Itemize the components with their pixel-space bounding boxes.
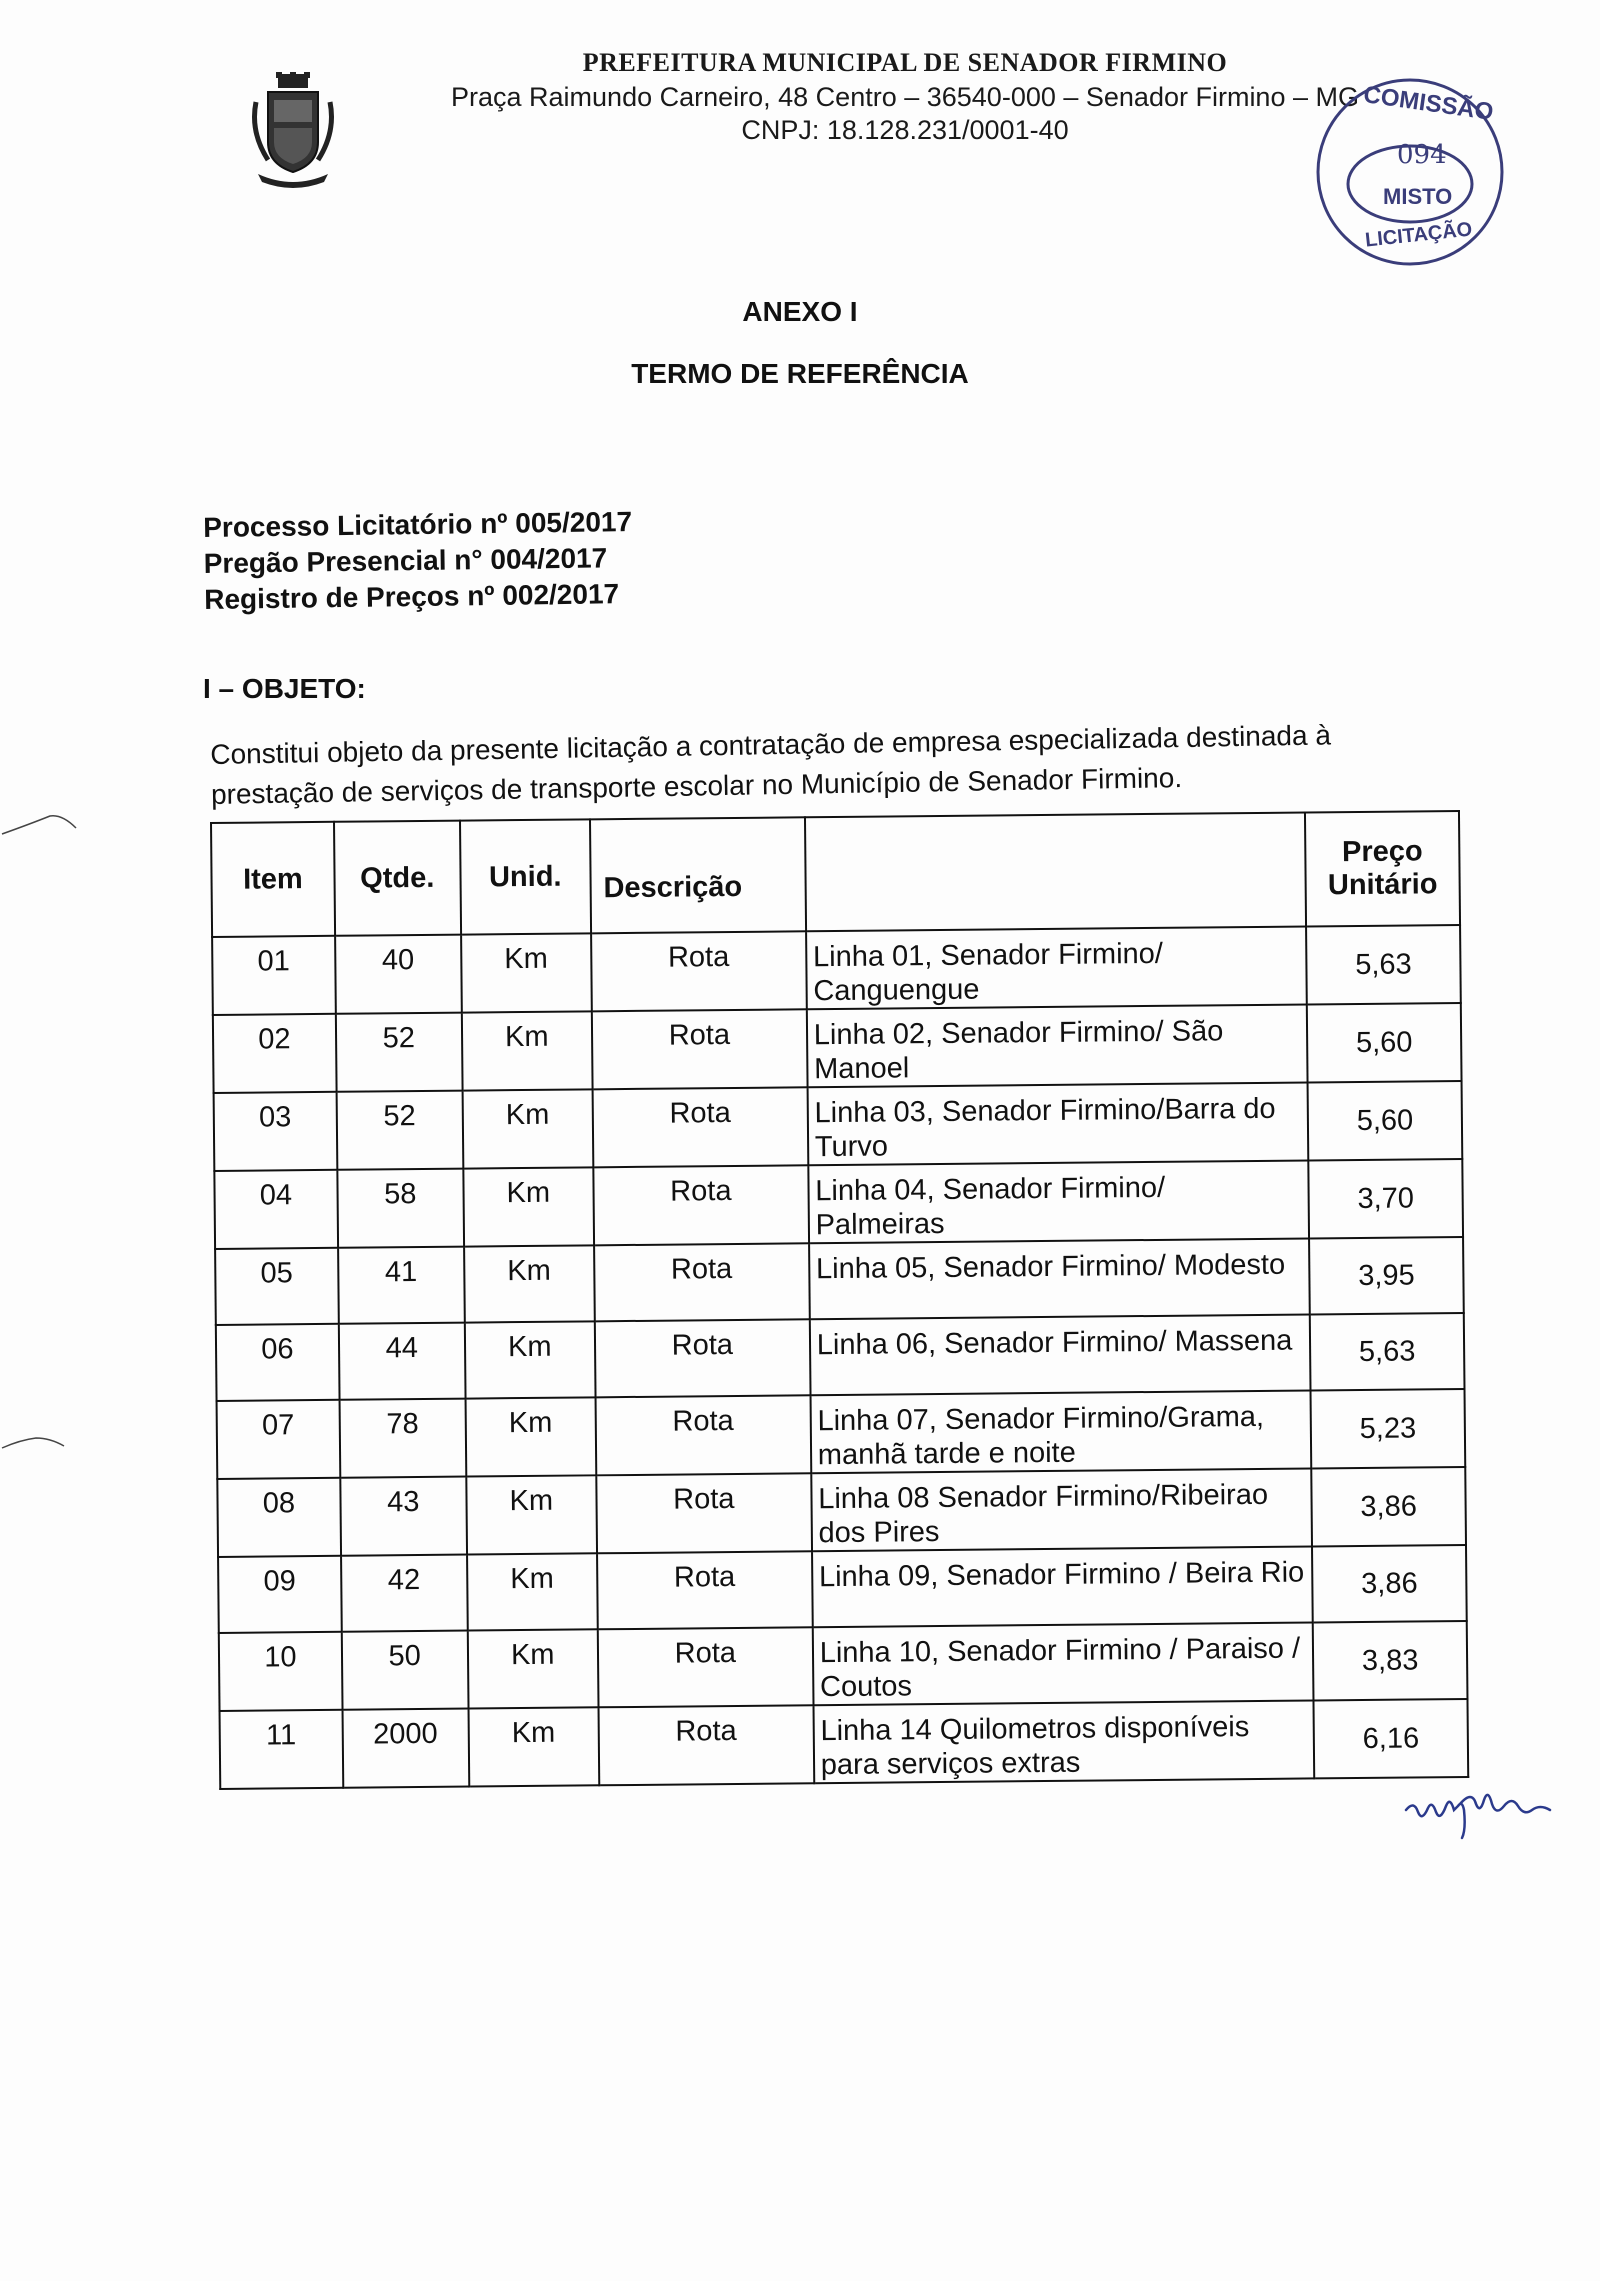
- cell-tipo: Rota: [595, 1395, 811, 1475]
- table-row: [213, 1003, 1462, 1093]
- process-number: Processo Licitatório nº 005/2017: [203, 506, 633, 543]
- table-header-row: [211, 811, 1460, 937]
- stamp-middle-text: MISTO: [1383, 184, 1453, 209]
- annex-title: ANEXO I: [742, 296, 858, 327]
- cell-unid: Km: [464, 1245, 595, 1322]
- table-row: [216, 1313, 1465, 1401]
- cell-tipo: Rota: [592, 1009, 808, 1089]
- cell-tipo: Rota: [597, 1551, 813, 1629]
- cell-item: 09: [218, 1556, 342, 1633]
- price-table-wrapper: [210, 810, 1469, 1790]
- cell-unid: Km: [467, 1553, 598, 1630]
- object-paragraph: Constitui objeto da presente licitação a contratação de empresa especializada destinada à prestação de serviços de transporte escolar no Município de Senador Firmino.: [210, 719, 1332, 810]
- table-row: [218, 1545, 1467, 1633]
- cell-descricao: Linha 14 Quilometros disponíveis para serviços extras: [813, 1700, 1314, 1783]
- table-row: [220, 1699, 1469, 1789]
- cell-qtde: 52: [336, 1091, 463, 1170]
- cell-item: 02: [213, 1014, 337, 1093]
- header-preco: Preço Unitário: [1305, 811, 1460, 926]
- cell-descricao: Linha 04, Senador Firmino/ Palmeiras: [808, 1160, 1309, 1243]
- cell-unid: Km: [468, 1707, 599, 1786]
- cell-descricao: Linha 09, Senador Firmino / Beira Rio: [812, 1546, 1313, 1627]
- cell-unid: Km: [461, 933, 592, 1012]
- cell-tipo: Rota: [596, 1473, 812, 1553]
- table-row: [214, 1159, 1463, 1249]
- header-blank: [805, 812, 1306, 931]
- pregao-number: Pregão Presencial n° 004/2017: [203, 542, 608, 579]
- cell-qtde: 52: [336, 1013, 463, 1092]
- cell-tipo: Rota: [595, 1319, 811, 1397]
- cell-descricao: Linha 08 Senador Firmino/Ribeirao dos Pires: [811, 1468, 1312, 1551]
- commission-stamp: [1305, 72, 1515, 272]
- cell-qtde: 58: [337, 1169, 464, 1248]
- price-table: [210, 810, 1469, 1790]
- cell-item: 10: [219, 1632, 343, 1711]
- cell-preco: 3,86: [1311, 1467, 1466, 1546]
- cell-preco: 5,63: [1306, 925, 1461, 1004]
- table-row: [215, 1237, 1464, 1325]
- stamp-top-text: COMISSÃO: [1361, 81, 1495, 126]
- cell-preco: 3,86: [1312, 1545, 1467, 1622]
- cell-qtde: 41: [338, 1247, 465, 1324]
- header-unid: Unid.: [460, 819, 591, 934]
- cell-descricao: Linha 05, Senador Firmino/ Modesto: [809, 1238, 1310, 1319]
- cell-unid: Km: [464, 1321, 595, 1398]
- cell-tipo: Rota: [593, 1165, 809, 1245]
- cell-qtde: 78: [339, 1399, 466, 1478]
- cell-descricao: Linha 03, Senador Firmino/Barra do Turvo: [807, 1082, 1308, 1165]
- cell-item: 01: [212, 936, 336, 1015]
- cell-unid: Km: [465, 1397, 596, 1476]
- term-title: TERMO DE REFERÊNCIA: [631, 358, 969, 389]
- cell-qtde: 50: [342, 1631, 469, 1710]
- letterhead: [430, 48, 1380, 146]
- cell-descricao: Linha 01, Senador Firmino/ Canguengue: [806, 926, 1307, 1009]
- cell-unid: Km: [463, 1167, 594, 1246]
- cell-unid: Km: [462, 1089, 593, 1168]
- header-descricao: Descrição: [590, 817, 806, 933]
- cell-tipo: Rota: [594, 1243, 810, 1321]
- process-references: [203, 504, 633, 618]
- cell-qtde: 44: [339, 1323, 466, 1400]
- cell-descricao: Linha 06, Senador Firmino/ Massena: [810, 1314, 1311, 1395]
- registry-number: Registro de Preços nº 002/2017: [204, 578, 620, 615]
- cell-descricao: Linha 07, Senador Firmino/Grama, manhã tarde e noite: [810, 1390, 1311, 1473]
- cell-unid: Km: [461, 1011, 592, 1090]
- cell-preco: 5,63: [1310, 1313, 1465, 1390]
- cell-tipo: Rota: [592, 1087, 808, 1167]
- cell-qtde: 40: [335, 935, 462, 1014]
- header-qtde: Qtde.: [334, 821, 461, 936]
- organization-cnpj: CNPJ: 18.128.231/0001-40: [741, 115, 1069, 145]
- table-row: [212, 925, 1461, 1015]
- section-heading: I – OBJETO:: [203, 673, 366, 704]
- cell-tipo: Rota: [598, 1627, 814, 1707]
- cell-item: 03: [214, 1092, 338, 1171]
- cell-tipo: Rota: [598, 1705, 814, 1785]
- margin-scribble-mark: [0, 810, 80, 840]
- cell-qtde: 2000: [342, 1709, 469, 1788]
- table-row: [219, 1621, 1468, 1711]
- organization-address: Praça Raimundo Carneiro, 48 Centro – 36540-000 – Senador Firmino – MG: [451, 82, 1359, 112]
- table-row: [217, 1389, 1466, 1479]
- header-item: Item: [211, 822, 335, 937]
- cell-preco: 3,95: [1309, 1237, 1464, 1314]
- cell-preco: 3,70: [1308, 1159, 1463, 1238]
- table-row: [217, 1467, 1466, 1557]
- cell-preco: 5,23: [1311, 1389, 1466, 1468]
- organization-name: PREFEITURA MUNICIPAL DE SENADOR FIRMINO: [582, 48, 1228, 77]
- cell-qtde: 42: [341, 1555, 468, 1632]
- cell-preco: 6,16: [1314, 1699, 1469, 1778]
- stamp-number: 094: [1397, 140, 1447, 170]
- cell-descricao: Linha 02, Senador Firmino/ São Manoel: [807, 1004, 1308, 1087]
- cell-item: 11: [220, 1710, 344, 1789]
- cell-descricao: Linha 10, Senador Firmino / Paraiso / Coutos: [812, 1622, 1313, 1705]
- cell-preco: 5,60: [1307, 1003, 1462, 1082]
- cell-preco: 3,83: [1313, 1621, 1468, 1700]
- cell-item: 04: [214, 1170, 338, 1249]
- cell-unid: Km: [467, 1629, 598, 1708]
- signature-mark: [1400, 1770, 1570, 1840]
- coat-of-arms-icon: [248, 72, 338, 192]
- table-row: [214, 1081, 1463, 1171]
- cell-item: 08: [217, 1478, 341, 1557]
- stamp-bottom-text: LICITAÇÃO: [1364, 218, 1474, 252]
- cell-tipo: Rota: [591, 931, 807, 1011]
- cell-item: 05: [215, 1248, 339, 1325]
- cell-preco: 5,60: [1308, 1081, 1463, 1160]
- cell-item: 06: [216, 1324, 340, 1401]
- cell-qtde: 43: [340, 1477, 467, 1556]
- cell-item: 07: [217, 1400, 341, 1479]
- margin-scribble-mark: [0, 1430, 80, 1460]
- cell-unid: Km: [466, 1475, 597, 1554]
